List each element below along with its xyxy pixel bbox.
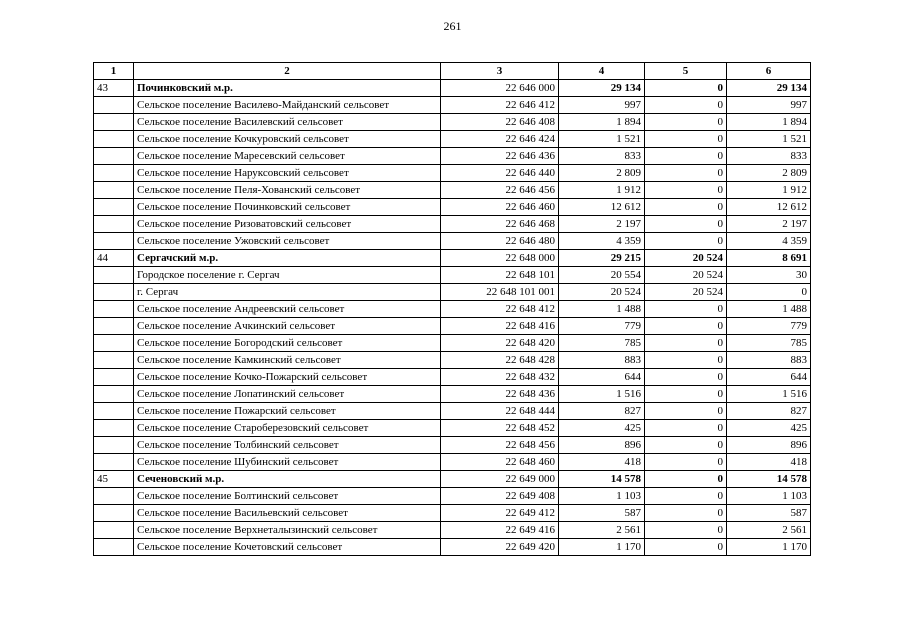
row-number xyxy=(94,539,134,556)
row-value-col6: 779 xyxy=(727,318,811,335)
row-value-col6: 12 612 xyxy=(727,199,811,216)
row-value-col4: 827 xyxy=(559,403,645,420)
row-number xyxy=(94,318,134,335)
row-value-col4: 1 912 xyxy=(559,182,645,199)
header-col-5: 5 xyxy=(645,63,727,80)
row-number xyxy=(94,403,134,420)
table-row xyxy=(94,233,811,250)
row-value-col5: 0 xyxy=(645,148,727,165)
table-row xyxy=(94,403,811,420)
row-name: Сельское поселение Василево-Майданский сельсовет xyxy=(134,97,441,114)
table-row xyxy=(94,539,811,556)
row-oktmo-code: 22 649 420 xyxy=(441,539,559,556)
row-value-col5: 0 xyxy=(645,131,727,148)
row-value-col5: 0 xyxy=(645,182,727,199)
row-name: Сельское поселение Камкинский сельсовет xyxy=(134,352,441,369)
row-value-col6: 1 170 xyxy=(727,539,811,556)
row-name: Сельское поселение Толбинский сельсовет xyxy=(134,437,441,454)
row-name: Сельское поселение Лопатинский сельсовет xyxy=(134,386,441,403)
table-row-district xyxy=(94,80,811,97)
row-value-col6: 883 xyxy=(727,352,811,369)
row-value-col5: 0 xyxy=(645,199,727,216)
row-name: Сергачский м.р. xyxy=(134,250,441,267)
row-value-col4: 1 103 xyxy=(559,488,645,505)
row-name: Сельское поселение Кочко-Пожарский сельсовет xyxy=(134,369,441,386)
row-value-col5: 0 xyxy=(645,114,727,131)
row-number xyxy=(94,267,134,284)
row-value-col4: 1 488 xyxy=(559,301,645,318)
row-number xyxy=(94,386,134,403)
table-row xyxy=(94,522,811,539)
row-number xyxy=(94,352,134,369)
row-value-col6: 1 912 xyxy=(727,182,811,199)
row-value-col4: 883 xyxy=(559,352,645,369)
row-value-col5: 0 xyxy=(645,471,727,488)
row-value-col5: 0 xyxy=(645,233,727,250)
row-number xyxy=(94,216,134,233)
row-name: Починковский м.р. xyxy=(134,80,441,97)
row-number xyxy=(94,369,134,386)
row-value-col5: 0 xyxy=(645,97,727,114)
table-body xyxy=(94,80,811,556)
row-oktmo-code: 22 648 416 xyxy=(441,318,559,335)
table-row-district xyxy=(94,471,811,488)
row-number xyxy=(94,335,134,352)
row-number xyxy=(94,301,134,318)
data-table xyxy=(93,62,811,556)
row-value-col6: 785 xyxy=(727,335,811,352)
row-value-col4: 20 554 xyxy=(559,267,645,284)
row-value-col4: 2 809 xyxy=(559,165,645,182)
row-name: Сельское поселение Маресевский сельсовет xyxy=(134,148,441,165)
row-oktmo-code: 22 646 000 xyxy=(441,80,559,97)
row-number xyxy=(94,114,134,131)
row-value-col4: 1 170 xyxy=(559,539,645,556)
row-oktmo-code: 22 646 424 xyxy=(441,131,559,148)
row-name: Сельское поселение Богородский сельсовет xyxy=(134,335,441,352)
row-value-col5: 0 xyxy=(645,386,727,403)
row-oktmo-code: 22 646 460 xyxy=(441,199,559,216)
table-row xyxy=(94,182,811,199)
row-value-col6: 0 xyxy=(727,284,811,301)
row-oktmo-code: 22 648 420 xyxy=(441,335,559,352)
row-value-col4: 29 134 xyxy=(559,80,645,97)
table-row xyxy=(94,114,811,131)
table-row xyxy=(94,335,811,352)
row-value-col5: 0 xyxy=(645,522,727,539)
row-oktmo-code: 22 648 436 xyxy=(441,386,559,403)
row-name: Сельское поселение Шубинский сельсовет xyxy=(134,454,441,471)
table-row xyxy=(94,454,811,471)
row-number xyxy=(94,454,134,471)
row-number: 43 xyxy=(94,80,134,97)
row-value-col6: 4 359 xyxy=(727,233,811,250)
row-value-col5: 20 524 xyxy=(645,284,727,301)
row-name: Сельское поселение Починковский сельсовет xyxy=(134,199,441,216)
row-value-col6: 827 xyxy=(727,403,811,420)
row-oktmo-code: 22 648 000 xyxy=(441,250,559,267)
header-col-3: 3 xyxy=(441,63,559,80)
row-value-col6: 644 xyxy=(727,369,811,386)
row-number xyxy=(94,437,134,454)
table-row xyxy=(94,131,811,148)
row-oktmo-code: 22 648 432 xyxy=(441,369,559,386)
row-number xyxy=(94,199,134,216)
row-value-col5: 0 xyxy=(645,437,727,454)
row-value-col6: 587 xyxy=(727,505,811,522)
row-value-col6: 997 xyxy=(727,97,811,114)
row-value-col6: 425 xyxy=(727,420,811,437)
row-value-col4: 833 xyxy=(559,148,645,165)
row-name: Сельское поселение Василевский сельсовет xyxy=(134,114,441,131)
row-value-col5: 0 xyxy=(645,420,727,437)
row-value-col4: 20 524 xyxy=(559,284,645,301)
table-row-district xyxy=(94,250,811,267)
row-value-col6: 896 xyxy=(727,437,811,454)
row-value-col6: 2 197 xyxy=(727,216,811,233)
row-number xyxy=(94,182,134,199)
table-row xyxy=(94,148,811,165)
row-value-col5: 0 xyxy=(645,352,727,369)
header-col-6: 6 xyxy=(727,63,811,80)
header-col-4: 4 xyxy=(559,63,645,80)
row-oktmo-code: 22 648 444 xyxy=(441,403,559,420)
row-value-col4: 425 xyxy=(559,420,645,437)
row-oktmo-code: 22 648 101 xyxy=(441,267,559,284)
table-row xyxy=(94,318,811,335)
row-value-col4: 587 xyxy=(559,505,645,522)
row-number xyxy=(94,488,134,505)
row-oktmo-code: 22 648 428 xyxy=(441,352,559,369)
row-oktmo-code: 22 646 456 xyxy=(441,182,559,199)
row-value-col6: 1 521 xyxy=(727,131,811,148)
row-value-col6: 833 xyxy=(727,148,811,165)
row-number xyxy=(94,284,134,301)
table-row xyxy=(94,301,811,318)
row-value-col6: 30 xyxy=(727,267,811,284)
row-number: 44 xyxy=(94,250,134,267)
row-number xyxy=(94,505,134,522)
table-row xyxy=(94,369,811,386)
row-name: Сельское поселение Ужовский сельсовет xyxy=(134,233,441,250)
row-value-col4: 644 xyxy=(559,369,645,386)
row-number xyxy=(94,131,134,148)
row-oktmo-code: 22 648 460 xyxy=(441,454,559,471)
row-oktmo-code: 22 646 412 xyxy=(441,97,559,114)
row-value-col6: 1 103 xyxy=(727,488,811,505)
row-oktmo-code: 22 648 101 001 xyxy=(441,284,559,301)
row-value-col5: 20 524 xyxy=(645,250,727,267)
row-value-col4: 779 xyxy=(559,318,645,335)
row-value-col4: 997 xyxy=(559,97,645,114)
row-value-col4: 2 197 xyxy=(559,216,645,233)
row-value-col5: 0 xyxy=(645,335,727,352)
row-number xyxy=(94,233,134,250)
header-row xyxy=(94,63,811,80)
row-oktmo-code: 22 646 408 xyxy=(441,114,559,131)
row-oktmo-code: 22 649 416 xyxy=(441,522,559,539)
row-name: Сельское поселение Пожарский сельсовет xyxy=(134,403,441,420)
row-value-col4: 29 215 xyxy=(559,250,645,267)
row-value-col4: 2 561 xyxy=(559,522,645,539)
row-value-col5: 20 524 xyxy=(645,267,727,284)
row-value-col6: 2 809 xyxy=(727,165,811,182)
row-value-col5: 0 xyxy=(645,318,727,335)
row-name: Сельское поселение Ризоватовский сельсовет xyxy=(134,216,441,233)
row-name: Сельское поселение Староберезовский сельсовет xyxy=(134,420,441,437)
row-oktmo-code: 22 646 480 xyxy=(441,233,559,250)
table-row xyxy=(94,267,811,284)
row-name: Сельское поселение Пеля-Хованский сельсовет xyxy=(134,182,441,199)
row-oktmo-code: 22 648 456 xyxy=(441,437,559,454)
table-row xyxy=(94,488,811,505)
table-row xyxy=(94,165,811,182)
header-col-1: 1 xyxy=(94,63,134,80)
row-value-col5: 0 xyxy=(645,403,727,420)
row-value-col6: 1 894 xyxy=(727,114,811,131)
row-value-col5: 0 xyxy=(645,454,727,471)
row-value-col6: 1 516 xyxy=(727,386,811,403)
row-value-col4: 896 xyxy=(559,437,645,454)
row-name: Сельское поселение Верхнеталызинский сельсовет xyxy=(134,522,441,539)
row-value-col5: 0 xyxy=(645,216,727,233)
table-row xyxy=(94,352,811,369)
table-row xyxy=(94,216,811,233)
row-value-col5: 0 xyxy=(645,488,727,505)
row-value-col6: 418 xyxy=(727,454,811,471)
table-row xyxy=(94,97,811,114)
table-row xyxy=(94,505,811,522)
row-value-col6: 29 134 xyxy=(727,80,811,97)
table-row xyxy=(94,199,811,216)
row-number xyxy=(94,165,134,182)
row-name: Сельское поселение Кочкуровский сельсовет xyxy=(134,131,441,148)
row-value-col4: 785 xyxy=(559,335,645,352)
page-number: 261 xyxy=(443,19,462,33)
row-oktmo-code: 22 648 412 xyxy=(441,301,559,318)
row-number: 45 xyxy=(94,471,134,488)
row-value-col4: 1 894 xyxy=(559,114,645,131)
table-row xyxy=(94,284,811,301)
row-number xyxy=(94,148,134,165)
row-value-col6: 1 488 xyxy=(727,301,811,318)
row-name: Сельское поселение Наруксовский сельсовет xyxy=(134,165,441,182)
row-value-col4: 4 359 xyxy=(559,233,645,250)
row-value-col6: 14 578 xyxy=(727,471,811,488)
row-name: Сеченовский м.р. xyxy=(134,471,441,488)
row-value-col6: 2 561 xyxy=(727,522,811,539)
row-name: Сельское поселение Кочетовский сельсовет xyxy=(134,539,441,556)
table-row xyxy=(94,386,811,403)
row-oktmo-code: 22 646 468 xyxy=(441,216,559,233)
row-name: Сельское поселение Андреевский сельсовет xyxy=(134,301,441,318)
row-value-col5: 0 xyxy=(645,369,727,386)
header-col-2: 2 xyxy=(134,63,441,80)
row-number xyxy=(94,522,134,539)
row-oktmo-code: 22 646 440 xyxy=(441,165,559,182)
row-oktmo-code: 22 646 436 xyxy=(441,148,559,165)
row-name: Городское поселение г. Сергач xyxy=(134,267,441,284)
row-oktmo-code: 22 649 000 xyxy=(441,471,559,488)
row-name: Сельское поселение Ачкинский сельсовет xyxy=(134,318,441,335)
row-value-col5: 0 xyxy=(645,301,727,318)
row-value-col4: 1 521 xyxy=(559,131,645,148)
row-name: Сельское поселение Болтинский сельсовет xyxy=(134,488,441,505)
row-oktmo-code: 22 648 452 xyxy=(441,420,559,437)
table-row xyxy=(94,420,811,437)
row-name: Сельское поселение Васильевский сельсовет xyxy=(134,505,441,522)
row-value-col6: 8 691 xyxy=(727,250,811,267)
row-value-col4: 14 578 xyxy=(559,471,645,488)
row-value-col5: 0 xyxy=(645,505,727,522)
row-oktmo-code: 22 649 412 xyxy=(441,505,559,522)
row-value-col4: 12 612 xyxy=(559,199,645,216)
row-value-col5: 0 xyxy=(645,165,727,182)
row-value-col5: 0 xyxy=(645,80,727,97)
row-number xyxy=(94,420,134,437)
row-oktmo-code: 22 649 408 xyxy=(441,488,559,505)
row-number xyxy=(94,97,134,114)
table-row xyxy=(94,437,811,454)
row-value-col4: 418 xyxy=(559,454,645,471)
row-name: г. Сергач xyxy=(134,284,441,301)
row-value-col5: 0 xyxy=(645,539,727,556)
row-value-col4: 1 516 xyxy=(559,386,645,403)
